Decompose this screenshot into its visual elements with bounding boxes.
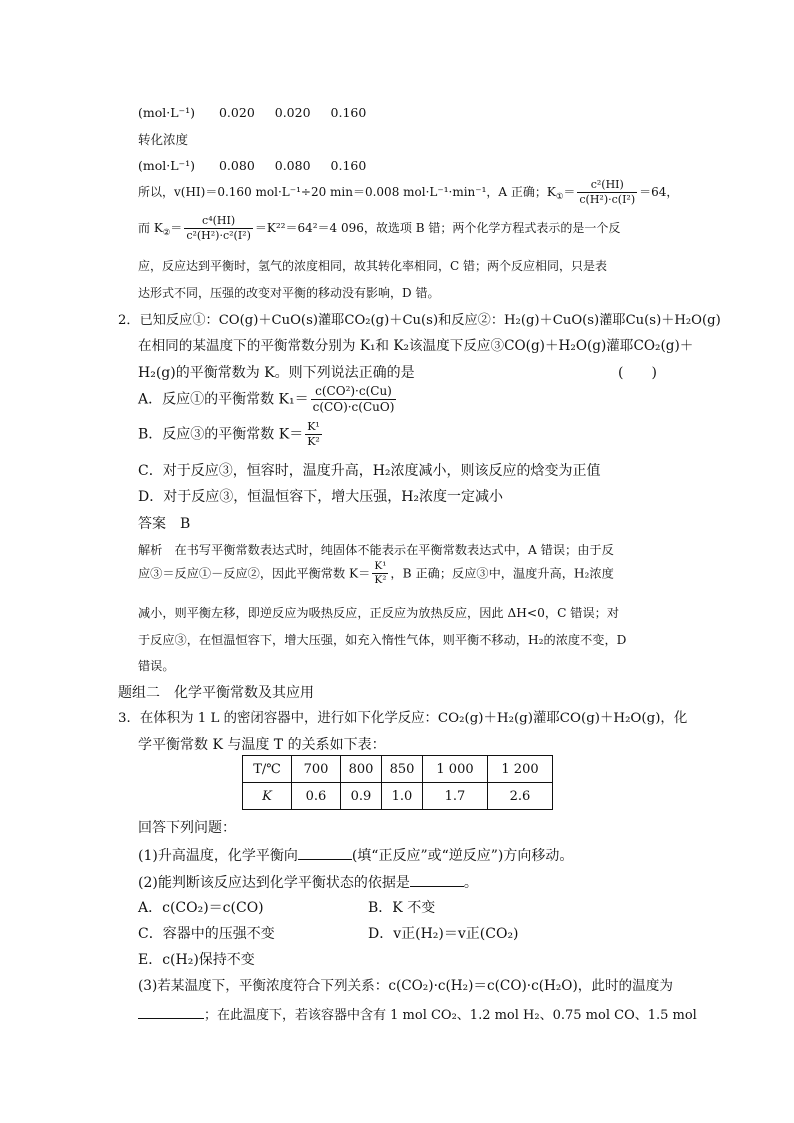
k2-fraction xyxy=(184,214,253,243)
option-a-fraction xyxy=(311,384,397,415)
numerator: K¹ xyxy=(372,560,388,574)
q2-answer: 答案 B xyxy=(138,516,191,532)
q2-option-b xyxy=(138,420,324,449)
q2-stem-line-2: 在相同的某温度下的平衡常数分别为 K₁和 K₂该温度下反应③CO(g)＋H₂O(g)灌耶CO₂(g)＋ xyxy=(138,338,694,354)
table-cell: 2.6 xyxy=(488,783,553,810)
q2-explanation-line-1: 解析 在书写平衡常数表达式时，纯固体不能表示在平衡常数表达式中，A 错误；由于反 xyxy=(138,543,614,557)
unit-label-2 xyxy=(138,160,366,173)
q2-explanation-line-5: 错误。 xyxy=(138,659,175,673)
value-cell: 0.020 xyxy=(274,105,311,120)
rate-text: 所以，v(HI)＝0.160 mol·L⁻¹÷20 min＝0.008 mol·L⁻¹·min⁻¹，A 正确；K xyxy=(138,184,556,199)
equilibrium-constant-table xyxy=(242,755,553,810)
table-cell: 850 xyxy=(382,756,423,783)
rate-line xyxy=(138,178,678,207)
k1-fraction xyxy=(577,178,637,207)
q3-subquestion-2 xyxy=(138,874,478,890)
answer-bracket: ( ) xyxy=(618,365,657,381)
denominator: c(CO)·c(CuO) xyxy=(312,400,395,414)
q2-stem-line-1: 2．已知反应①：CO(g)＋CuO(s)灌耶CO₂(g)＋Cu(s)和反应②：H₂(g)＋CuO(s)灌耶Cu(s)＋H₂O(g) xyxy=(118,313,721,328)
explanation-line: 应，反应达到平衡时，氢气的浓度相同，故其转化率相同，C 错；两个反应相同，只是表 xyxy=(138,259,607,273)
q2-option-a xyxy=(138,384,398,415)
q3-option-a: A．c(CO₂)＝c(CO) xyxy=(138,900,264,916)
unit-text: (mol·L⁻¹) xyxy=(138,158,196,173)
answer-blank[interactable] xyxy=(410,874,464,887)
explanation-line: 达形式不同，压强的改变对平衡的移动没有影响，D 错。 xyxy=(138,286,440,300)
denominator: K² xyxy=(307,434,320,448)
answer-blank[interactable] xyxy=(298,847,352,860)
table-cell: 1.0 xyxy=(382,783,423,810)
k2-line xyxy=(138,214,620,243)
numerator: c(CO²)·c(Cu) xyxy=(311,384,397,400)
table-cell: 0.6 xyxy=(292,783,341,810)
q3-option-e: E．c(H₂)保持不变 xyxy=(138,952,255,968)
unit-label-1 xyxy=(138,107,366,120)
denominator: c(H²)·c(I²) xyxy=(579,192,636,206)
option-b-fraction xyxy=(305,420,322,449)
denominator: c²(H²)·c²(I²) xyxy=(186,228,251,242)
value-cell: 0.160 xyxy=(330,105,367,120)
q2-stem-line-3: H₂(g)的平衡常数为 K。则下列说法正确的是 xyxy=(138,365,415,381)
k2-text: ＝K²²＝64²＝4 096，故选项 B 错；两个化学方程式表示的是一个反 xyxy=(254,220,621,235)
value-cell: 0.160 xyxy=(330,158,367,173)
equals-sign: ＝ xyxy=(563,184,576,199)
subquestion-text: (填“正反应”或“逆反应”)方向移动。 xyxy=(351,848,574,864)
q3-subquestion-1 xyxy=(138,847,573,863)
q3-subquestion-3-line-2 xyxy=(138,1006,697,1022)
q2-explanation-line-2 xyxy=(138,560,614,587)
value-cell: 0.080 xyxy=(218,158,255,173)
numerator: c²(HI) xyxy=(577,178,637,193)
value-cell: 0.020 xyxy=(218,105,255,120)
numerator: K¹ xyxy=(307,420,320,433)
q3-stem-line-2: 学平衡常数 K 与温度 T 的关系如下表： xyxy=(138,737,386,753)
value-cell: 0.080 xyxy=(274,158,311,173)
table-cell: 1 000 xyxy=(423,756,488,783)
table-header-cell: T/℃ xyxy=(243,756,292,783)
q3-subquestion-3-line-1: (3)若某温度下，平衡浓度符合下列关系：c(CO₂)·c(H₂)＝c(CO)·c(H₂O)，此时的温度为 xyxy=(138,978,673,994)
q3-prompt: 回答下列问题： xyxy=(138,820,236,836)
q2-explanation-line-4: 于反应③，在恒温恒容下，增大压强，如充入惰性气体，则平衡不移动，H₂的浓度不变，D xyxy=(138,633,627,647)
table-row xyxy=(243,756,553,783)
subquestion-text: (2)能判断该反应达到化学平衡状态的依据是 xyxy=(138,875,410,891)
q3-option-c: C．容器中的压强不变 xyxy=(138,926,275,942)
unit-text: (mol·L⁻¹) xyxy=(138,105,196,120)
subscript: ① xyxy=(555,191,564,202)
subquestion-text: (1)升高温度，化学平衡向 xyxy=(138,848,298,864)
table-cell: 1.7 xyxy=(423,783,488,810)
q2-explanation-line-3: 减小，则平衡左移，即逆反应为吸热反应，正反应为放热反应，因此 ΔH<0，C 错误；对 xyxy=(138,606,620,620)
table-cell: 1 200 xyxy=(488,756,553,783)
q3-stem-line-1: 3．在体积为 1 L 的密闭容器中，进行如下化学反应：CO₂(g)＋H₂(g)灌耶CO(g)＋H₂O(g)，化 xyxy=(118,711,688,726)
subquestion-text: ；在此温度下，若该容器中含有 1 mol CO₂、1.2 mol H₂、0.75 mol CO、1.5 mol xyxy=(204,1008,697,1023)
explanation-text: 应③＝反应①－反应②，因此平衡常数 K＝ xyxy=(138,566,371,581)
q2-option-c: C．对于反应③，恒容时，温度升高，H₂浓度减小，则该反应的焓变为正值 xyxy=(138,463,601,479)
q2-option-d: D．对于反应③，恒温恒容下，增大压强，H₂浓度一定减小 xyxy=(138,489,504,505)
group-title: 题组二 化学平衡常数及其应用 xyxy=(118,685,314,701)
answer-blank[interactable] xyxy=(138,1006,204,1019)
denominator: K² xyxy=(374,574,387,587)
option-text: A．反应①的平衡常数 K₁＝ xyxy=(138,391,309,408)
q3-option-b: B．K 不变 xyxy=(368,900,436,916)
table-row xyxy=(243,783,553,810)
rate-text-end: ＝64， xyxy=(639,184,679,199)
option-text: B．反应③的平衡常数 K＝ xyxy=(138,426,304,443)
table-cell: 0.9 xyxy=(341,783,382,810)
table-cell: 700 xyxy=(292,756,341,783)
q3-option-d: D．v正(H₂)＝v正(CO₂) xyxy=(368,926,519,942)
table-header-cell: K xyxy=(243,783,292,810)
subquestion-text: 。 xyxy=(463,875,478,891)
k2-prefix: 而 K xyxy=(138,220,163,235)
change-concentration-label: 转化浓度 xyxy=(138,132,189,147)
equals-sign: ＝ xyxy=(170,220,183,235)
explanation-fraction xyxy=(372,560,388,587)
explanation-text: ，B 正确；反应③中，温度升高，H₂浓度 xyxy=(390,566,614,581)
table-cell: 800 xyxy=(341,756,382,783)
subscript: ② xyxy=(162,227,171,238)
numerator: c⁴(HI) xyxy=(184,214,253,229)
